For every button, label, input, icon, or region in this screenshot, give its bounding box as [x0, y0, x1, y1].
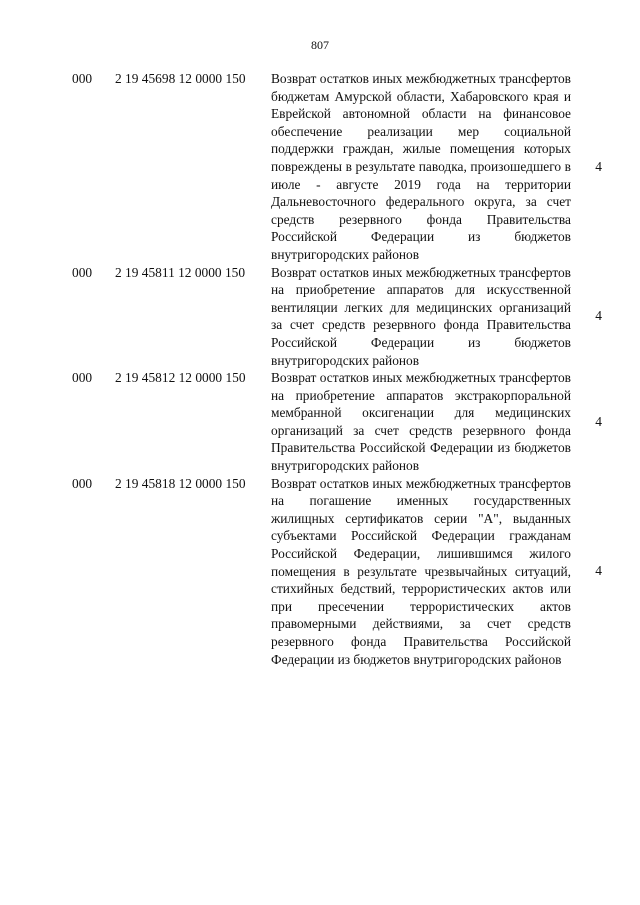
- budget-classification-code-cell: 2 19 45698 12 0000 150: [115, 71, 246, 86]
- budget-code-table: [72, 70, 612, 668]
- budget-classification-code-cell: 2 19 45818 12 0000 150: [115, 475, 246, 491]
- norm-value-cell: 4: [595, 158, 602, 174]
- norm-value-cell: 4: [595, 563, 602, 579]
- income-name-cell: Возврат остатков иных межбюджетных трансфертов на погашение именных государственных жилищных сертификатов серии "А", выданных субъектами Российской Федерации гражданам Российской Федерации, лишившимся жилого помещения в результате чрезвычайных ситуаций, стихийных бедствий, террористических актов или при пресечении террористических актов правомерными действиями, за счет средств резервного фонда Правительства Российской Федерации из бюджетов внутригородских районов: [271, 475, 572, 667]
- admin-code-cell: 000: [72, 370, 93, 386]
- admin-code-cell: 000: [72, 264, 93, 280]
- norm-value-cell: 4: [595, 308, 602, 324]
- income-name-cell: Возврат остатков иных межбюджетных трансфертов на приобретение аппаратов экстракорпоральной мембранной оксигенации для медицинских организаций за счет средств резервного фонда Правительства Российской Федерации из бюджетов внутригородских районов: [271, 370, 572, 474]
- table-row: [72, 70, 612, 264]
- admin-code-cell: 000: [72, 71, 93, 86]
- income-name-cell: Возврат остатков иных межбюджетных трансфертов на приобретение аппаратов для искусственной вентиляции легких для медицинских организаций за счет средств резервного фонда Правительства Российской Федерации из бюджетов внутригородских районов: [271, 264, 572, 368]
- norm-value-cell: 4: [595, 414, 602, 430]
- table-row: [72, 264, 612, 370]
- table-row: [72, 475, 612, 669]
- table-row: [72, 369, 612, 475]
- admin-code-cell: 000: [72, 475, 93, 491]
- page-number: 807: [311, 38, 329, 52]
- income-name-cell: Возврат остатков иных межбюджетных трансфертов бюджетам Амурской области, Хабаровского края и Еврейской автономной области на финансовое обеспечение реализации мер социальной поддержки граждан, жилые помещения которых повреждены в результате паводка, произошедшего в июле - августе 2019 года на территории Дальневосточного федерального округа, за счет средств резервного фонда Правительства Российской Федерации из бюджетов внутригородских районов: [271, 71, 572, 262]
- budget-classification-code-cell: 2 19 45811 12 0000 150: [115, 264, 246, 280]
- budget-classification-code-cell: 2 19 45812 12 0000 150: [115, 370, 246, 386]
